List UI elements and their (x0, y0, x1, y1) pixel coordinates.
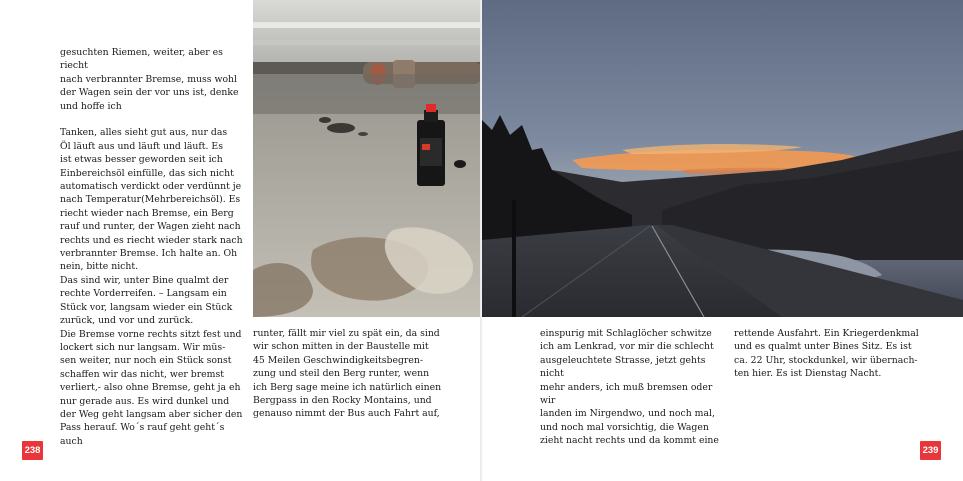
text-line: nur gerade aus. Es wird dunkel und (60, 395, 230, 407)
text-line: zieht nacht rechts und da kommt eine (540, 435, 719, 447)
text-line: ich Berg sage meine ich natürlich einen (253, 381, 442, 393)
paragraph-gap (60, 113, 250, 126)
page-number-right: 239 (920, 441, 941, 460)
text-line: sen weiter, nur noch ein Stück sonst (60, 355, 232, 367)
text-line: der Weg geht langsam aber sicher den (60, 408, 243, 420)
text-line: und hoffe ich (60, 100, 122, 112)
text-line: ist etwas besser geworden seit ich (60, 154, 223, 166)
text-line: rettende Ausfahrt. Ein Kriegerdenkmal (734, 328, 919, 339)
oil-leak-image (253, 0, 482, 317)
right-column-2 (734, 327, 934, 381)
sunset-road-image (482, 0, 963, 317)
text-line: Die Bremse vorne rechts sitzt fest und (60, 328, 242, 340)
text-line: zung und steil den Berg runter, wenn (253, 368, 430, 380)
text-line: der Wagen sein der vor uns ist, denke (60, 87, 239, 99)
right-column-1 (540, 327, 730, 448)
text-line: landen im Nirgendwo, und noch mal, (540, 408, 715, 420)
text-line: nach Temperatur(Mehrbereichsöl). Es (60, 194, 241, 206)
text-line: Öl läuft aus und läuft und läuft. Es (60, 140, 223, 152)
left-column-1 (60, 46, 250, 448)
photo-sunset-road (482, 0, 963, 317)
text-line: verliert,- also ohne Bremse, geht ja eh (60, 382, 241, 394)
text-line: ca. 22 Uhr, stockdunkel, wir übernach- (734, 354, 918, 366)
photo-oil-leak (253, 0, 482, 317)
text-line: verbrannter Bremse. Ich halte an. Oh (60, 248, 238, 260)
left-column-2 (253, 327, 453, 421)
text-line: und noch mal vorsichtig, die Wagen (540, 421, 709, 433)
text-line: Stück vor, langsam wieder ein Stück (60, 301, 233, 313)
text-line: ausgeleuchtete Strasse, jetzt gehts nicht (540, 354, 706, 380)
text-line: ich am Lenkrad, vor mir die schlecht (540, 341, 714, 353)
text-line: rauf und runter, der Wagen zieht nach (60, 221, 241, 233)
text-line: Bergpass in den Rocky Montains, und (253, 395, 432, 407)
text-line: rechte Vorderreifen. – Langsam ein (60, 288, 227, 300)
text-line: runter, fällt mir viel zu spät ein, da sind (253, 328, 440, 339)
text-line: genauso nimmt der Bus auch Fahrt auf, (253, 408, 440, 420)
text-line: einspurig mit Schlaglöcher schwitze (540, 328, 712, 339)
text-line: Pass herauf. Wo´s rauf geht geht´s auch (60, 422, 225, 447)
text-line: rechts und es riecht wieder stark nach (60, 234, 243, 246)
text-line: Das sind wir, unter Bine qualmt der (60, 274, 229, 286)
text-line: automatisch verdickt oder verdünnt je (60, 181, 242, 193)
text-line: nach verbrannter Bremse, muss wohl (60, 73, 238, 85)
text-line: ten hier. Es ist Dienstag Nacht. (734, 368, 882, 380)
text-line: nein, bitte nicht. (60, 261, 139, 273)
text-line: lockert sich nur langsam. Wir müs- (60, 341, 226, 353)
text-line: Tanken, alles sieht gut aus, nur das (60, 127, 228, 139)
text-line: gesuchten Riemen, weiter, aber es riecht (60, 47, 223, 72)
text-line: 45 Meilen Geschwindigkeitsbegren- (253, 354, 423, 366)
text-line: zurück, und vor und zurück. (60, 315, 194, 327)
text-line: mehr anders, ich muß bremsen oder wir (540, 381, 713, 407)
text-line: wir schon mitten in der Baustelle mit (253, 341, 429, 353)
text-line: schaffen wir das nicht, wer bremst (60, 368, 224, 380)
text-line: riecht wieder nach Bremse, ein Berg (60, 207, 234, 219)
page-number-left: 238 (22, 441, 43, 460)
text-line: Einbereichsöl einfülle, das sich nicht (60, 167, 234, 179)
text-line: und es qualmt unter Bines Sitz. Es ist (734, 341, 912, 353)
